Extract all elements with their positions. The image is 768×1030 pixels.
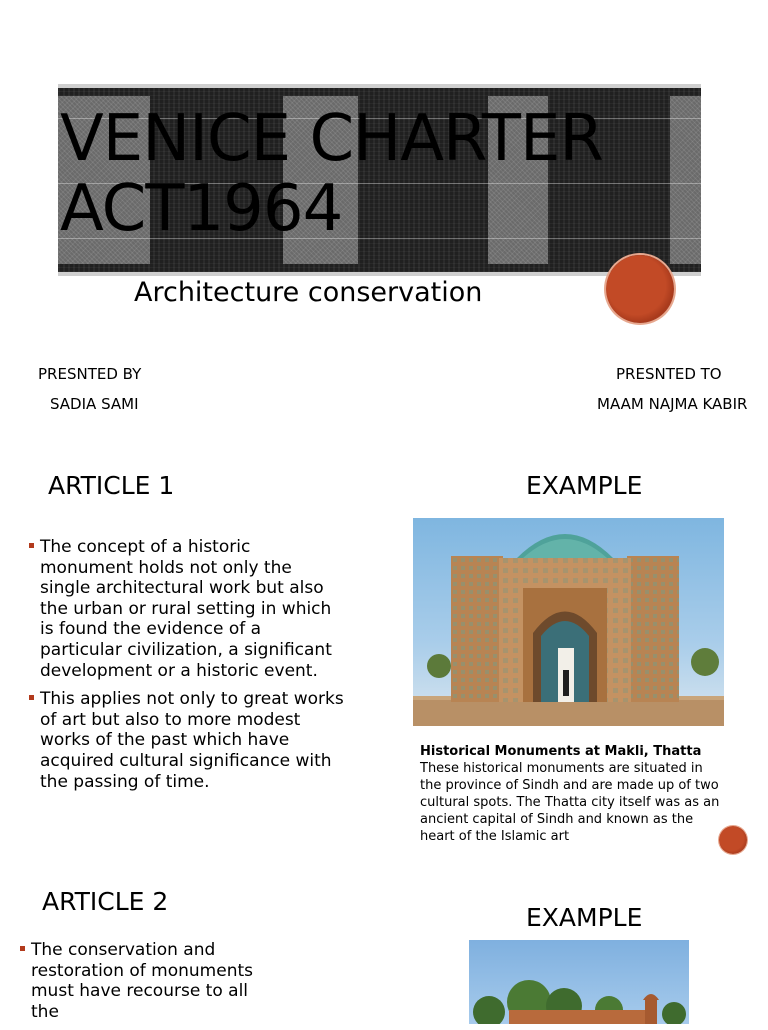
caption-text: These historical monuments are situated in the province of Sindh and are made up of two cultural spots. The Thatta city itself was as an ancient capital of Sindh and known as the heart of the Islamic art	[420, 761, 720, 844]
example-2-image	[469, 940, 689, 1024]
article-2-bullets	[18, 940, 268, 1030]
article-1-bullets	[27, 537, 345, 800]
article-2-heading: ARTICLE 2	[42, 887, 169, 916]
example-1-heading: EXAMPLE	[526, 471, 643, 500]
presented-by-label: PRESNTED BY	[38, 365, 142, 383]
makli-monument-image	[413, 518, 724, 726]
example-1-caption	[420, 743, 720, 845]
presentation-subtitle: Architecture conservation	[134, 277, 483, 308]
decorative-circle-small	[719, 826, 747, 854]
presentation-title: VENICE CHARTER ACT1964	[60, 102, 603, 246]
decorative-circle	[606, 255, 674, 323]
list-item: This applies not only to great works of art but also to more modest works of the past which have acquired cultural significance with the passing of time.	[27, 689, 345, 792]
presented-to-label: PRESNTED TO	[616, 365, 722, 383]
presenter-name: SADIA SAMI	[50, 395, 139, 413]
caption-title: Historical Monuments at Makli, Thatta	[420, 744, 702, 759]
article-1-heading: ARTICLE 1	[48, 471, 175, 500]
recipient-name: MAAM NAJMA KABIR	[597, 395, 748, 413]
example-2-heading: EXAMPLE	[526, 903, 643, 932]
list-item: The conservation and restoration of monuments must have recourse to all the	[18, 940, 268, 1022]
list-item: The concept of a historic monument holds not only the single architectural work but also the urban or rural setting in which is found the evidence of a particular civilization, a significant development or a historic event.	[27, 537, 345, 681]
